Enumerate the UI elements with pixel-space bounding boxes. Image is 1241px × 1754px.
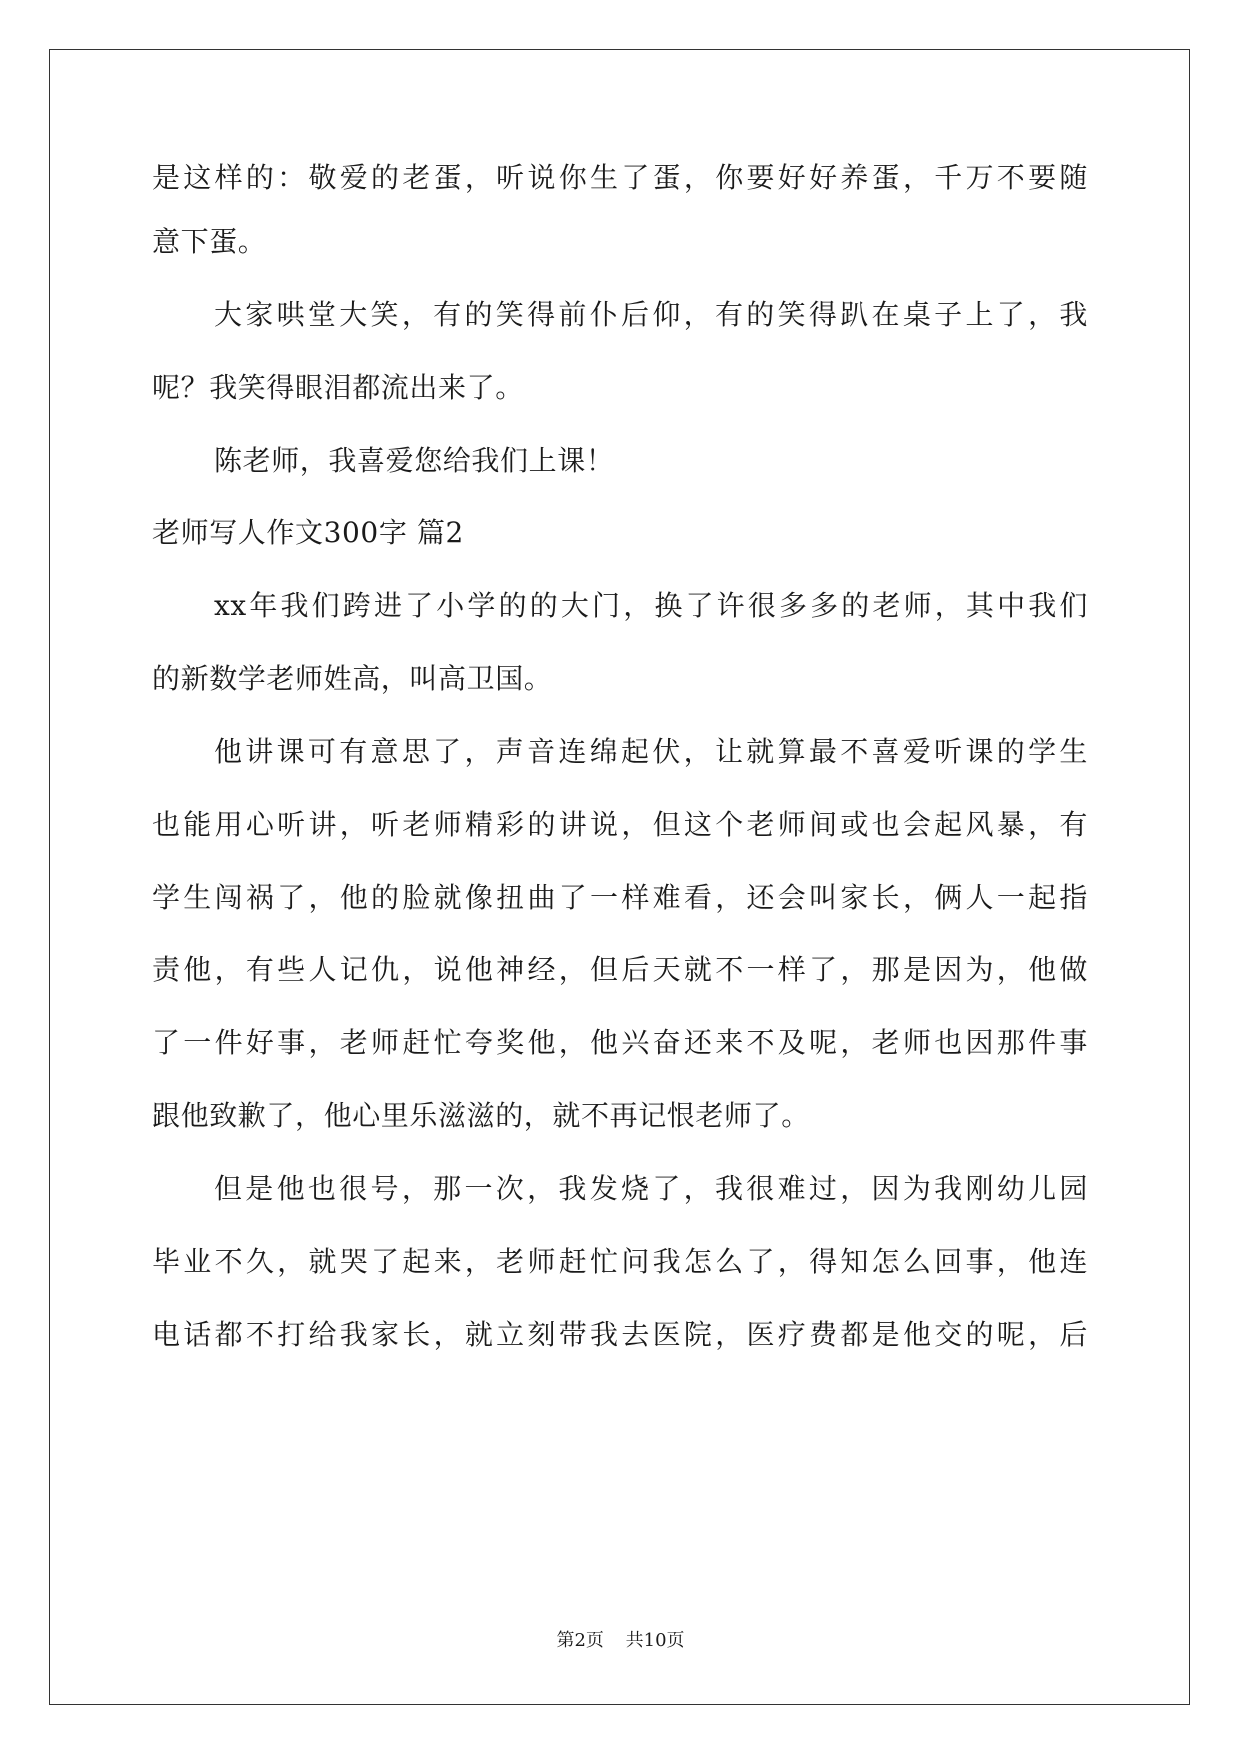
paragraph-line: 是这样的：敬爱的老蛋，听说你生了蛋，你要好好养蛋，千万不要随 xyxy=(152,161,1088,194)
paragraph-line: 大家哄堂大笑，有的笑得前仆后仰，有的笑得趴在桌子上了，我 xyxy=(214,298,1088,331)
paragraph-line: 陈老师，我喜爱您给我们上课！ xyxy=(214,444,615,477)
paragraph-line: 毕业不久，就哭了起来，老师赶忙问我怎么了，得知怎么回事，他连 xyxy=(152,1245,1088,1278)
paragraph-line: 了一件好事，老师赶忙夸奖他，他兴奋还来不及呢，老师也因那件事 xyxy=(152,1026,1088,1059)
paragraph-line: 也能用心听讲，听老师精彩的讲说，但这个老师间或也会起风暴，有 xyxy=(152,808,1088,841)
paragraph-line: 他讲课可有意思了，声音连绵起伏，让就算最不喜爱听课的学生 xyxy=(214,735,1088,768)
paragraph-line: 跟他致歉了，他心里乐滋滋的，就不再记恨老师了。 xyxy=(152,1099,810,1132)
page-footer xyxy=(0,1629,1241,1653)
paragraph-line: 的新数学老师姓高，叫高卫国。 xyxy=(152,662,553,695)
paragraph-line: 学生闯祸了，他的脸就像扭曲了一样难看，还会叫家长，俩人一起指 xyxy=(152,881,1088,914)
page-total: 共10页 xyxy=(625,1630,685,1651)
section-heading: 老师写人作文300字 篇2 xyxy=(152,516,464,549)
paragraph-line: 但是他也很号，那一次，我发烧了，我很难过，因为我刚幼儿园 xyxy=(214,1172,1088,1205)
paragraph-line: 责他，有些人记仇，说他神经，但后天就不一样了，那是因为，他做 xyxy=(152,953,1088,986)
paragraph-line: xx年我们跨进了小学的的大门，换了许很多多的老师，其中我们 xyxy=(214,589,1088,622)
page-number: 第2页 xyxy=(556,1630,604,1651)
paragraph-line: 电话都不打给我家长，就立刻带我去医院，医疗费都是他交的呢，后 xyxy=(152,1318,1088,1351)
paragraph-line: 呢？我笑得眼泪都流出来了。 xyxy=(152,371,524,404)
paragraph-line: 意下蛋。 xyxy=(152,225,267,258)
